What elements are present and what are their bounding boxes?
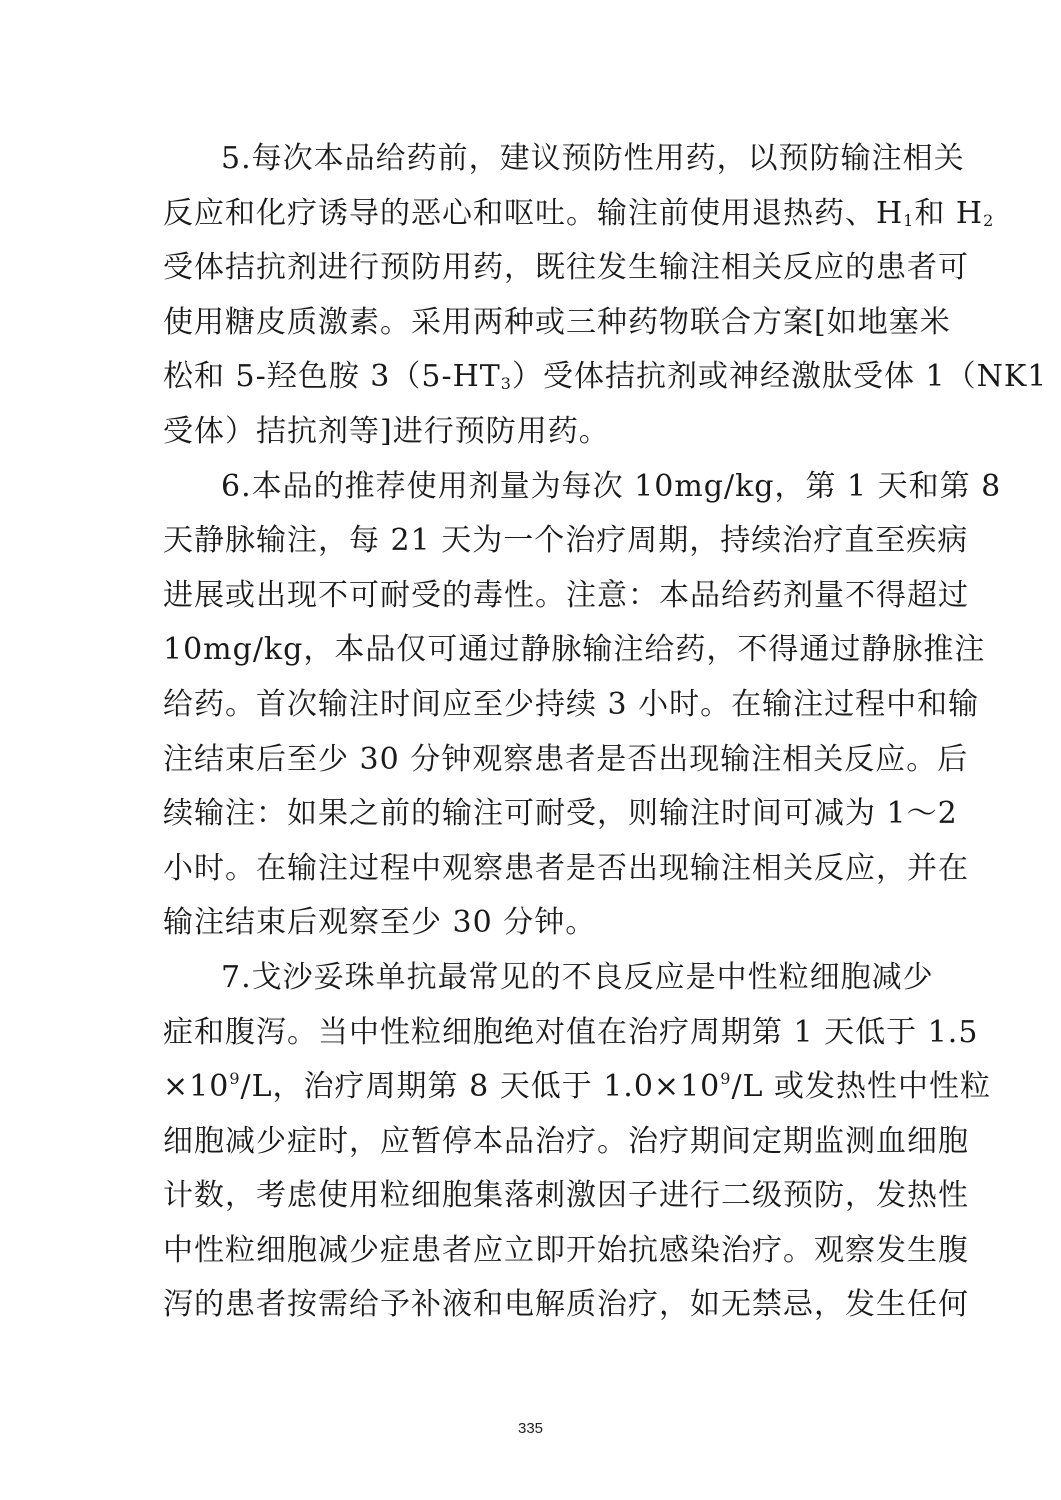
subscript: 2 (983, 210, 995, 230)
text-line: 注结束后至少 30 分钟观察患者是否出现输注相关反应。后 (163, 741, 969, 777)
superscript: 9 (720, 1069, 732, 1089)
text-line: $\times 10^9/L$，治疗周期第 8 天低于 $1.0\times 10^9/L$ 或发热性中性粒 (163, 1069, 992, 1105)
text-line: 泻的患者按需给予补液和电解质治疗，如无禁忌，发生任何 (163, 1287, 969, 1323)
text-line: 输注结束后观察至少 30 分钟。 (163, 905, 597, 941)
text-line: 6.本品的推荐使用剂量为每次 10mg/kg，第 1 天和第 8 (221, 468, 1002, 504)
text-line: 使用糖皮质激素。采用两种或三种药物联合方案[如地塞米 (163, 304, 951, 340)
paragraph-7 (163, 951, 992, 1333)
text-line: 受体）拮抗剂等]进行预防用药。 (163, 413, 610, 449)
subscript: 3 (500, 374, 512, 394)
document-body (163, 132, 1048, 1333)
text-line: 7.戈沙妥珠单抗最常见的不良反应是中性粒细胞减少 (221, 959, 934, 995)
text-line: 症和腹泻。当中性粒细胞绝对值在治疗周期第 1 天低于 1.5 (163, 1014, 979, 1050)
paragraph-6 (163, 460, 1002, 951)
text-line: 计数，考虑使用粒细胞集落刺激因子进行二级预防，发热性 (163, 1178, 969, 1214)
text-line: 受体拮抗剂进行预防用药，既往发生输注相关反应的患者可 (163, 250, 969, 286)
subscript: 1 (903, 210, 915, 230)
page-number: 335 (517, 1420, 544, 1437)
text-line: 细胞减少症时，应暂停本品治疗。治疗期间定期监测血细胞 (163, 1123, 969, 1159)
text-line: 小时。在输注过程中观察患者是否出现输注相关反应，并在 (163, 850, 969, 886)
text-line: 中性粒细胞减少症患者应立即开始抗感染治疗。观察发生腹 (163, 1232, 969, 1268)
text-line: 10mg/kg，本品仅可通过静脉输注给药，不得通过静脉推注 (163, 632, 986, 668)
paragraph-5 (163, 132, 1048, 460)
text-line: 反应和化疗诱导的恶心和呕吐。输注前使用退热药、$H_1$和 $H_2$ (163, 195, 995, 231)
text-line: 进展或出现不可耐受的毒性。注意：本品给药剂量不得超过 (163, 577, 969, 613)
text-line: 5.每次本品给药前，建议预防性用药，以预防输注相关 (221, 141, 965, 176)
text-line: 给药。首次输注时间应至少持续 3 小时。在输注过程中和输 (163, 686, 980, 722)
text-line: 天静脉输注，每 21 天为一个治疗周期，持续治疗直至疾病 (163, 523, 969, 559)
text-line: 续输注：如果之前的输注可耐受，则输注时间可减为 1～2 (163, 796, 958, 832)
text-line: 松和 5-羟色胺 $3(5-HT_3)$受体拮抗剂或神经激肽受体 1（NK1 (163, 359, 1048, 395)
superscript: 9 (229, 1069, 241, 1089)
